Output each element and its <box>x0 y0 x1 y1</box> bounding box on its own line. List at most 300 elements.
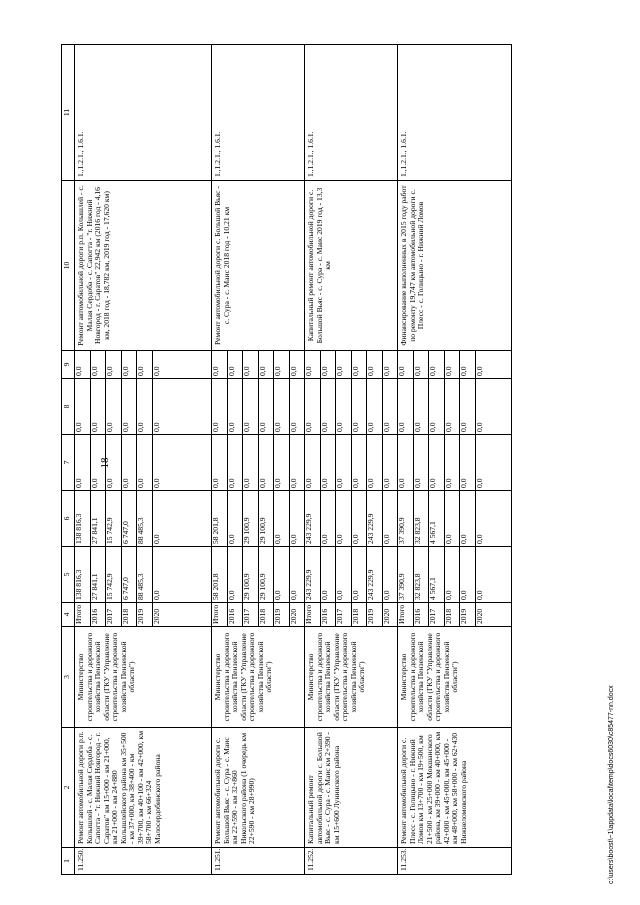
regional-budget: 29 100,9 <box>258 491 274 546</box>
value-line <box>460 547 476 602</box>
local-budget: 0,0 <box>413 379 429 434</box>
value-line <box>413 435 429 490</box>
year: 2016 <box>90 603 106 626</box>
executor: Министерство строительства и дорожного хозяйства Пензенской области (ГКУ "Управление строительства и дорожного хозяйства Пензенской области") <box>212 627 305 728</box>
road-name: Капитальный ремонт автомобильной дороги с. Большой Вьяс - с. Сура - с. Маис км 2+390 - км 15+600 Лунинского района <box>305 728 398 848</box>
year: Итого <box>305 603 320 626</box>
other-sources: 0,0 <box>151 366 161 376</box>
regional-budget: 6 747,0 <box>121 491 137 546</box>
value-line <box>137 603 153 626</box>
regional-budget: 0,0 <box>474 534 484 544</box>
value-line <box>90 435 106 490</box>
value-line <box>367 491 383 546</box>
value-line <box>75 379 90 434</box>
row-id: 11.251. <box>212 848 305 875</box>
value-line <box>336 435 352 490</box>
other-sources: 0,0 <box>90 351 106 378</box>
value-line <box>413 603 429 626</box>
value-line <box>382 547 397 602</box>
value-line <box>444 603 460 626</box>
column-header: 5 <box>62 547 75 603</box>
value-line <box>75 351 90 378</box>
value-line <box>320 603 336 626</box>
program-table <box>61 44 512 875</box>
row-id: 11.252. <box>305 848 398 875</box>
value-line <box>258 379 274 434</box>
executor: Министерство строительства и дорожного хозяйства Пензенской области (ГКУ "Управление строительства и дорожного хозяйства Пензенской области") <box>398 627 512 728</box>
total-funding: 29 100,9 <box>243 547 259 602</box>
value-line <box>75 491 90 546</box>
value-line <box>429 491 445 546</box>
year-list <box>398 603 490 626</box>
federal-budget: 0,0 <box>288 478 298 488</box>
local-budget: 0,0 <box>258 379 274 434</box>
value-line <box>274 491 290 546</box>
federal-budget: 0,0 <box>413 435 429 490</box>
total-funding: 37 390,9 <box>398 547 413 602</box>
column-header: 4 <box>62 603 75 627</box>
other-sources: 0,0 <box>413 351 429 378</box>
value-line <box>351 435 367 490</box>
value-line <box>227 379 243 434</box>
other-sources: 0,0 <box>398 351 413 378</box>
column-header: 2 <box>62 728 75 848</box>
value-line <box>227 435 243 490</box>
value-line <box>413 351 429 378</box>
value-line <box>274 351 290 378</box>
value-line <box>90 379 106 434</box>
year-list <box>305 603 397 626</box>
federal-budget: 0,0 <box>429 435 445 490</box>
regional-budget: 0,0 <box>320 491 336 546</box>
value-line <box>382 435 397 490</box>
federal-budget-list <box>398 435 490 490</box>
value-line <box>121 491 137 546</box>
regional-budget-list <box>75 491 167 546</box>
value-line <box>305 491 320 546</box>
total-funding: 0,0 <box>320 547 336 602</box>
other-sources: 0,0 <box>381 366 391 376</box>
total-funding: 0,0 <box>151 590 161 600</box>
value-line <box>243 379 259 434</box>
value-line <box>212 351 227 378</box>
value-line <box>152 603 167 626</box>
total-funding: 0,0 <box>474 590 484 600</box>
value-line <box>137 379 153 434</box>
value-line <box>351 603 367 626</box>
regional-budget: 88 485,3 <box>137 491 153 546</box>
value-line <box>289 351 304 378</box>
value-line <box>212 603 227 626</box>
value-line <box>274 547 290 602</box>
value-line <box>444 379 460 434</box>
value-line <box>460 603 476 626</box>
local-budget: 0,0 <box>227 379 243 434</box>
road-name: Ремонт автомобильной дороги р.п. Колышлей - с. Малая Сердоба - с. Сапогта - "г. Нижний Новгород - г. Саратов" км 15+000 - км 21+000, км 21+000 - км 24+880 Колышлейского района км 35+500 - км 37+000, км 38+400 - км 39+700, км 40+100 - км 42+000, км 58+700 - км 66+324 Малосердобинского района <box>75 728 212 848</box>
other-sources: 0,0 <box>106 351 122 378</box>
value-line <box>398 351 413 378</box>
other-sources-list <box>75 351 167 378</box>
local-budget: 0,0 <box>212 379 227 434</box>
value-line <box>227 491 243 546</box>
value-line <box>444 435 460 490</box>
footer-file-path: c:\users\boost\~1\appdata\local\temp\docs6030\c85477-nn.docx <box>608 685 615 884</box>
local-budget: 0,0 <box>121 379 137 434</box>
year: 2018 <box>258 603 274 626</box>
regional-budget-list <box>305 491 397 546</box>
value-line <box>212 547 227 602</box>
local-budget: 0,0 <box>288 422 298 432</box>
federal-budget-cell <box>398 435 512 491</box>
federal-budget: 0,0 <box>75 435 90 490</box>
local-budget: 0,0 <box>75 379 90 434</box>
value-line <box>90 603 106 626</box>
year: 2016 <box>227 603 243 626</box>
value-line <box>227 351 243 378</box>
year: 2017 <box>106 603 122 626</box>
column-header: 11 <box>62 45 75 181</box>
regional-budget: 0,0 <box>351 491 367 546</box>
total-funding: 0,0 <box>381 590 391 600</box>
year-cell <box>398 603 512 627</box>
column-header: 10 <box>62 181 75 351</box>
column-number-row <box>62 45 75 875</box>
year-list <box>212 603 304 626</box>
regional-budget: 0,0 <box>288 534 298 544</box>
value-line <box>460 435 476 490</box>
other-sources: 0,0 <box>367 351 383 378</box>
federal-budget: 0,0 <box>121 435 137 490</box>
column-header: 8 <box>62 379 75 435</box>
regional-budget: 4 567,1 <box>429 491 445 546</box>
other-sources: 0,0 <box>137 351 153 378</box>
year: Итого <box>398 603 413 626</box>
total-funding-cell <box>305 547 398 603</box>
expected-result: Финансирование выполненных в 2015 году работ по ремонту 19,747 км автомобильной дороги с. Плесс - с. Голицыно - г. Нижний Ломов <box>398 181 512 351</box>
other-sources: 0,0 <box>274 351 290 378</box>
value-line <box>243 547 259 602</box>
table-row <box>305 45 398 875</box>
year-list <box>75 603 167 626</box>
value-line <box>289 379 304 434</box>
federal-budget-list <box>212 435 304 490</box>
regional-budget: 0,0 <box>444 491 460 546</box>
regional-budget-list <box>212 491 304 546</box>
local-budget: 0,0 <box>274 379 290 434</box>
value-line <box>429 547 445 602</box>
federal-budget: 0,0 <box>460 435 476 490</box>
other-sources-cell <box>75 351 212 379</box>
year: 2020 <box>288 608 298 624</box>
federal-budget: 0,0 <box>305 435 320 490</box>
local-budget: 0,0 <box>151 422 161 432</box>
federal-budget: 0,0 <box>274 435 290 490</box>
local-budget: 0,0 <box>381 422 391 432</box>
value-line <box>444 547 460 602</box>
local-budget-cell <box>398 379 512 435</box>
local-budget-list <box>398 379 490 434</box>
year: 2016 <box>320 603 336 626</box>
value-line <box>398 379 413 434</box>
value-line <box>243 435 259 490</box>
federal-budget: 0,0 <box>90 435 106 490</box>
value-line <box>90 491 106 546</box>
local-budget: 0,0 <box>137 379 153 434</box>
other-sources-list <box>305 351 397 378</box>
total-funding: 0,0 <box>351 547 367 602</box>
value-line <box>137 351 153 378</box>
local-budget-list <box>212 379 304 434</box>
other-sources-list <box>212 351 304 378</box>
column-header: 3 <box>62 627 75 728</box>
value-line <box>367 547 383 602</box>
value-line <box>382 379 397 434</box>
federal-budget: 0,0 <box>227 435 243 490</box>
total-funding: 88 485,3 <box>137 547 153 602</box>
value-line <box>382 351 397 378</box>
value-line <box>137 435 153 490</box>
value-line <box>90 351 106 378</box>
other-sources: 0,0 <box>351 351 367 378</box>
federal-budget: 0,0 <box>474 478 484 488</box>
value-line <box>351 351 367 378</box>
value-line <box>121 547 137 602</box>
regional-budget: 58 201,8 <box>212 491 227 546</box>
local-budget: 0,0 <box>367 379 383 434</box>
value-line <box>320 379 336 434</box>
value-line <box>367 351 383 378</box>
value-line <box>320 435 336 490</box>
value-line <box>413 547 429 602</box>
value-line <box>121 379 137 434</box>
regional-budget-cell <box>398 491 512 547</box>
federal-budget: 0,0 <box>212 435 227 490</box>
value-line <box>305 603 320 626</box>
value-line <box>367 379 383 434</box>
local-budget: 0,0 <box>351 379 367 434</box>
total-funding: 32 823,8 <box>413 547 429 602</box>
value-line <box>351 379 367 434</box>
value-line <box>106 379 122 434</box>
total-funding: 0,0 <box>444 547 460 602</box>
value-line <box>106 491 122 546</box>
value-line <box>121 351 137 378</box>
federal-budget: 0,0 <box>137 435 153 490</box>
value-line <box>289 435 304 490</box>
local-budget: 0,0 <box>320 379 336 434</box>
value-line <box>258 547 274 602</box>
value-line <box>475 547 490 602</box>
other-sources: 0,0 <box>305 351 320 378</box>
total-funding: 29 100,9 <box>258 547 274 602</box>
regional-budget: 0,0 <box>151 534 161 544</box>
value-line <box>106 435 122 490</box>
federal-budget-list <box>305 435 397 490</box>
total-funding: 0,0 <box>460 547 476 602</box>
federal-budget: 0,0 <box>106 435 122 490</box>
value-line <box>258 435 274 490</box>
value-line <box>351 547 367 602</box>
federal-budget-cell <box>305 435 398 491</box>
column-header: 7 <box>62 435 75 491</box>
local-budget: 0,0 <box>90 379 106 434</box>
federal-budget: 0,0 <box>367 435 383 490</box>
federal-budget: 0,0 <box>444 435 460 490</box>
value-line <box>320 351 336 378</box>
regional-budget: 32 823,8 <box>413 491 429 546</box>
year: Итого <box>212 603 227 626</box>
year: 2017 <box>336 603 352 626</box>
other-sources: 0,0 <box>336 351 352 378</box>
value-line <box>382 491 397 546</box>
value-line <box>336 491 352 546</box>
value-line <box>475 603 490 626</box>
total-funding: 243 229,9 <box>367 547 383 602</box>
regional-budget: 0,0 <box>274 491 290 546</box>
value-line <box>460 491 476 546</box>
federal-budget: 0,0 <box>258 435 274 490</box>
regional-budget: 27 841,1 <box>90 491 106 546</box>
row-id: 11.250. <box>75 848 212 875</box>
year: 2019 <box>137 603 153 626</box>
total-funding: 0,0 <box>227 547 243 602</box>
regional-budget: 243 229,9 <box>305 491 320 546</box>
page-number: 18 <box>99 457 111 469</box>
total-funding-cell <box>398 547 512 603</box>
value-line <box>243 491 259 546</box>
value-line <box>152 491 167 546</box>
value-line <box>227 603 243 626</box>
value-line <box>106 351 122 378</box>
year: 2017 <box>243 603 259 626</box>
total-funding: 15 742,9 <box>106 547 122 602</box>
regional-budget: 37 390,9 <box>398 491 413 546</box>
value-line <box>75 603 90 626</box>
executor: Министерство строительства и дорожного хозяйства Пензенской области (ГКУ "Управление строительства и дорожного хозяйства Пензенской области") <box>75 627 212 728</box>
year: 2016 <box>413 603 429 626</box>
expected-result: Капитальный ремонт автомобильной дороги с. Большой Вьяс - с. Сура - с. Маис 2019 год - 13,3 км <box>305 181 398 351</box>
indicator-code: 1.,1.2.1., 1.6.1. <box>398 45 512 181</box>
value-line <box>90 547 106 602</box>
regional-budget: 0,0 <box>336 491 352 546</box>
value-line <box>413 379 429 434</box>
regional-budget: 0,0 <box>227 491 243 546</box>
total-funding: 0,0 <box>336 547 352 602</box>
rotated-page <box>61 45 620 875</box>
year: 2018 <box>444 603 460 626</box>
indicator-code: 1.,1.2.1., 1.6.1. <box>75 45 212 181</box>
federal-budget: 0,0 <box>398 435 413 490</box>
column-header: 1 <box>62 848 75 875</box>
value-line <box>274 603 290 626</box>
value-line <box>243 351 259 378</box>
value-line <box>258 351 274 378</box>
local-budget: 0,0 <box>444 379 460 434</box>
value-line <box>212 435 227 490</box>
year: 2020 <box>151 608 161 624</box>
local-budget-cell <box>305 379 398 435</box>
regional-budget-cell <box>212 491 305 547</box>
value-line <box>258 603 274 626</box>
value-line <box>121 435 137 490</box>
total-funding-list <box>75 547 167 602</box>
value-line <box>243 603 259 626</box>
federal-budget: 0,0 <box>381 478 391 488</box>
local-budget-list <box>305 379 397 434</box>
value-line <box>429 379 445 434</box>
value-line <box>413 491 429 546</box>
year: 2017 <box>429 603 445 626</box>
other-sources: 0,0 <box>288 366 298 376</box>
value-line <box>152 351 167 378</box>
year: Итого <box>75 603 90 626</box>
value-line <box>305 379 320 434</box>
indicator-code: 1.,1.2.1., 1.6.1. <box>305 45 398 181</box>
value-line <box>305 547 320 602</box>
value-line <box>460 379 476 434</box>
value-line <box>305 351 320 378</box>
other-sources: 0,0 <box>121 351 137 378</box>
regional-budget: 0,0 <box>381 534 391 544</box>
value-line <box>320 547 336 602</box>
other-sources: 0,0 <box>444 351 460 378</box>
value-line <box>398 491 413 546</box>
regional-budget: 15 742,9 <box>106 491 122 546</box>
total-funding-list <box>212 547 304 602</box>
local-budget: 0,0 <box>429 379 445 434</box>
value-line <box>75 547 90 602</box>
value-line <box>274 435 290 490</box>
value-line <box>289 491 304 546</box>
expected-result: Ремонт автомобильной дороги с. Большой Вьяс - с. Сура - с. Маис 2018 год - 10,21 км <box>212 181 305 351</box>
value-line <box>152 435 167 490</box>
value-line <box>444 351 460 378</box>
value-line <box>274 379 290 434</box>
value-line <box>152 379 167 434</box>
other-sources: 0,0 <box>227 351 243 378</box>
value-line <box>460 351 476 378</box>
value-line <box>75 435 90 490</box>
total-funding: 6 747,0 <box>121 547 137 602</box>
value-line <box>429 435 445 490</box>
other-sources: 0,0 <box>75 351 90 378</box>
year: 2019 <box>274 603 290 626</box>
value-line <box>212 491 227 546</box>
year-cell <box>75 603 212 627</box>
value-line <box>258 491 274 546</box>
regional-budget: 0,0 <box>460 491 476 546</box>
local-budget-list <box>75 379 167 434</box>
other-sources: 0,0 <box>429 351 445 378</box>
value-line <box>106 603 122 626</box>
value-line <box>367 435 383 490</box>
value-line <box>137 547 153 602</box>
value-line <box>152 547 167 602</box>
value-line <box>367 603 383 626</box>
federal-budget: 0,0 <box>151 478 161 488</box>
year: 2018 <box>121 603 137 626</box>
local-budget: 0,0 <box>336 379 352 434</box>
federal-budget: 0,0 <box>336 435 352 490</box>
value-line <box>398 547 413 602</box>
regional-budget: 138 816,3 <box>75 491 90 546</box>
value-line <box>382 603 397 626</box>
value-line <box>398 435 413 490</box>
federal-budget-cell <box>75 435 212 491</box>
other-sources: 0,0 <box>258 351 274 378</box>
total-funding-cell <box>212 547 305 603</box>
value-line <box>137 491 153 546</box>
